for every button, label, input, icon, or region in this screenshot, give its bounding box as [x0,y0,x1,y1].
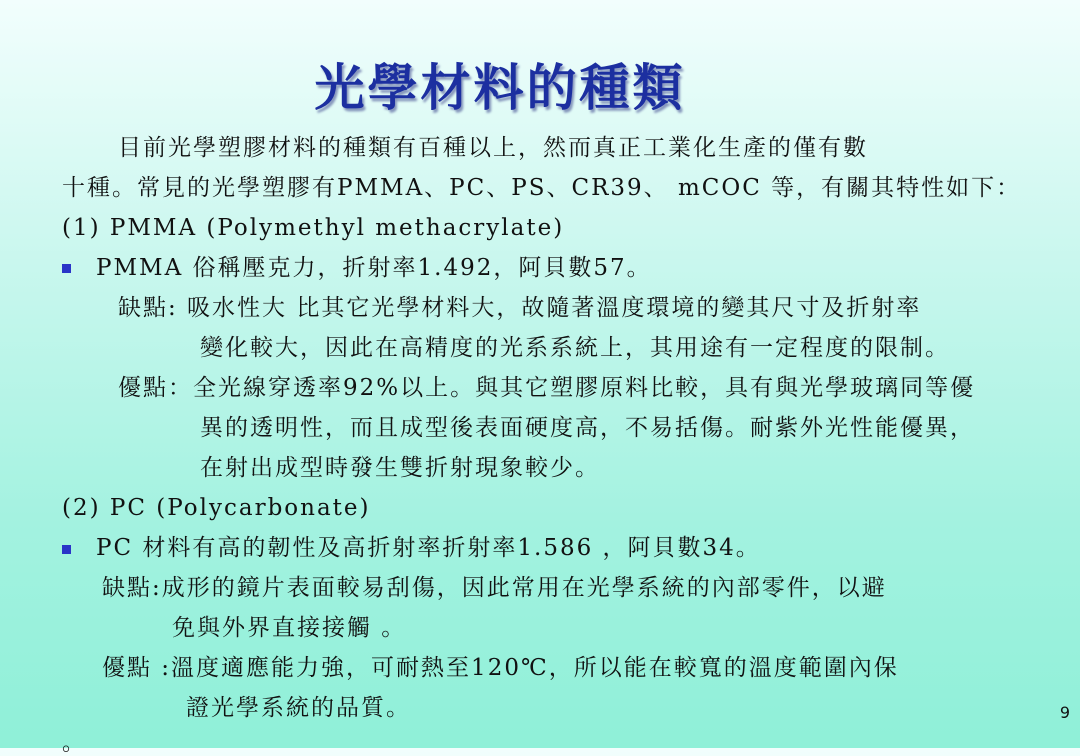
pmma-pros-line-1: 優點：全光線穿透率92%以上。與其它塑膠原料比較，具有與光學玻璃同等優 [118,375,976,401]
intro-line-1: 目前光學塑膠材料的種類有百種以上，然而真正工業化生產的僅有數 [118,135,868,161]
pmma-heading: (1) PMMA (Polymethyl methacrylate) [62,215,565,241]
pmma-pros-line-3: 在射出成型時發生雙折射現象較少。 [200,455,600,481]
pmma-cons-line-1: 缺點: 吸水性大 比其它光學材料大，故隨著溫度環境的變其尺寸及折射率 [118,295,922,321]
pc-pros-line-1: 優點 :溫度適應能力強，可耐熱至120℃，所以能在較寬的溫度範圍內保 [102,655,899,681]
pmma-pros-line-2: 異的透明性，而且成型後表面硬度高，不易括傷。耐紫外光性能優異， [200,415,975,441]
pc-cons-line-1: 缺點:成形的鏡片表面較易刮傷，因此常用在光學系統的內部零件，以避 [102,575,887,601]
slide-title: 光學材料的種類 [314,59,686,117]
pc-cons-line-2: 免與外界直接接觸 。 [172,615,407,641]
page-number: 9 [1059,703,1070,722]
square-bullet-icon [62,264,71,273]
pmma-cons-line-2: 變化較大，因此在高精度的光系系統上，其用途有一定程度的限制。 [200,335,950,361]
intro-line-2: 十種。常見的光學塑膠有PMMA、PC、PS、CR39、 mCOC 等，有關其特性如下： [62,175,1022,201]
pmma-bullet-text: PMMA 俗稱壓克力，折射率1.492，阿貝數57。 [96,255,652,281]
trailing-punctuation: 。 [62,731,85,756]
pc-pros-line-2: 證光學系統的品質。 [186,695,411,721]
pc-heading: (2) PC (Polycarbonate) [62,495,371,521]
pc-bullet-text: PC 材料有高的韌性及高折射率折射率1.586 ，阿貝數34。 [96,535,761,561]
square-bullet-icon [62,545,71,554]
